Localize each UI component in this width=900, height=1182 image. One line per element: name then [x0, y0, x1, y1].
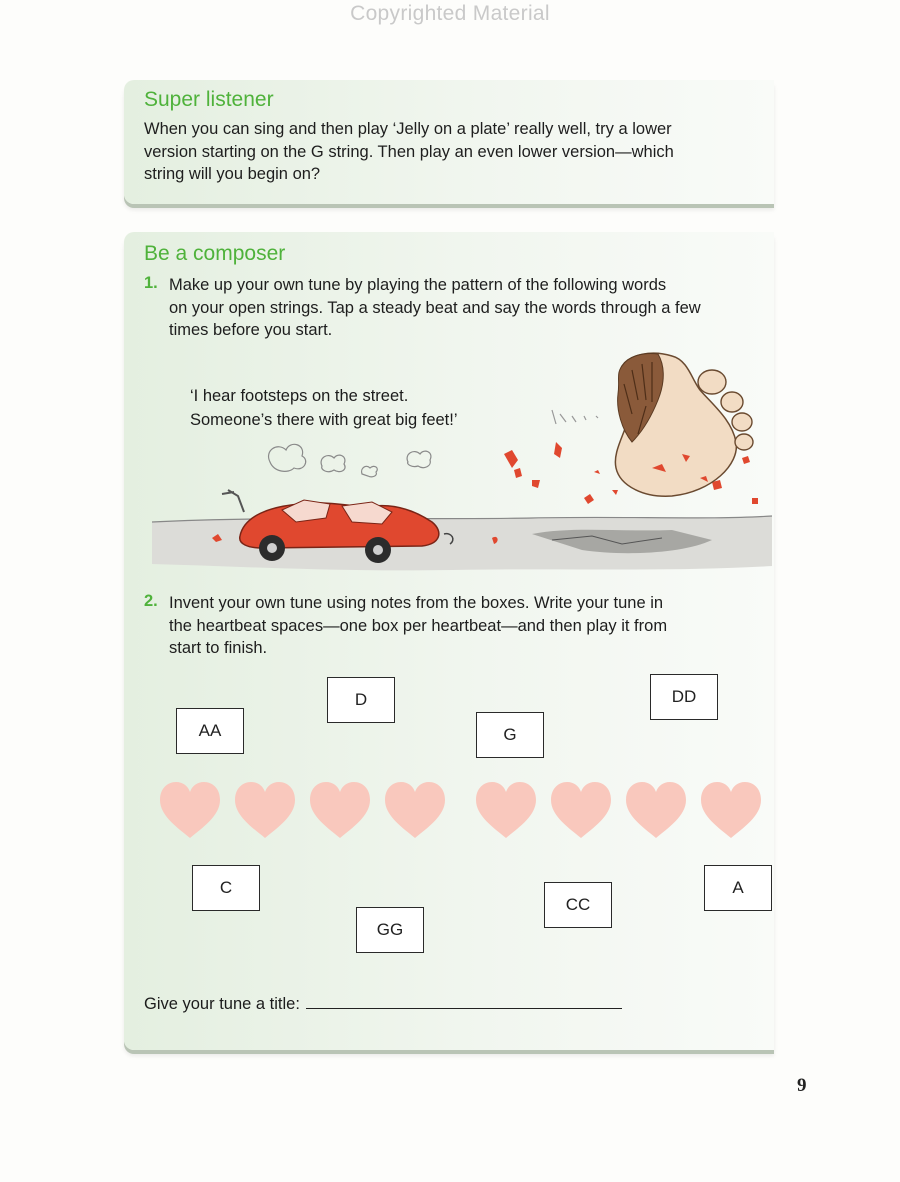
note-box-g: G [476, 712, 544, 758]
note-box-c: C [192, 865, 260, 911]
item-2-text [169, 592, 667, 660]
dust-clouds [269, 444, 431, 476]
item-1-number: 1. [144, 274, 158, 292]
item-1-text [169, 274, 701, 342]
heartbeat-space-8[interactable] [701, 782, 761, 838]
watermark: Copyrighted Material [350, 2, 550, 25]
heartbeat-space-1[interactable] [160, 782, 220, 838]
heartbeat-space-3[interactable] [310, 782, 370, 838]
heartbeat-space-6[interactable] [551, 782, 611, 838]
quote-line-2: Someone’s there with great big feet!’ [190, 411, 458, 429]
giant-foot [615, 353, 753, 496]
tune-title-blank[interactable] [306, 994, 622, 1009]
item-1-line-2: on your open strings. Tap a steady beat and say the words through a few [169, 298, 701, 317]
note-box-cc: CC [544, 882, 612, 928]
tune-title-prompt: Give your tune a title: [144, 995, 300, 1013]
tune-title-line [144, 994, 622, 1014]
item-2-line-2: the heartbeat spaces—one box per heartbeat—and then play it from [169, 616, 668, 635]
heartbeat-space-7[interactable] [626, 782, 686, 838]
heartbeat-space-4[interactable] [385, 782, 445, 838]
note-box-a: A [704, 865, 772, 911]
page-number: 9 [797, 1075, 807, 1096]
note-box-d: D [327, 677, 395, 723]
super-listener-panel [124, 80, 774, 204]
item-2-line-3: start to finish. [169, 639, 268, 657]
note-box-aa: AA [176, 708, 244, 754]
quote-text [190, 384, 458, 432]
super-listener-line-2: version starting on the G string. Then play an even lower version—which [144, 142, 674, 161]
super-listener-text [144, 118, 674, 186]
item-2-number: 2. [144, 592, 158, 610]
super-listener-line-3: string will you begin on? [144, 165, 321, 183]
note-box-dd: DD [650, 674, 718, 720]
item-1-line-3: times before you start. [169, 321, 333, 339]
super-listener-heading: Super listener [144, 88, 274, 111]
quote-line-1: ‘I hear footsteps on the street. [190, 387, 409, 405]
item-1-line-1: Make up your own tune by playing the pattern of the following words [169, 276, 667, 294]
heartbeat-row [158, 780, 770, 842]
super-listener-line-1: When you can sing and then play ‘Jelly on a plate’ really well, try a lower [144, 120, 672, 138]
note-box-gg: GG [356, 907, 424, 953]
item-2-line-1: Invent your own tune using notes from the boxes. Write your tune in [169, 594, 664, 612]
heartbeat-space-2[interactable] [235, 782, 295, 838]
motion-marks [552, 410, 598, 424]
heartbeat-space-5[interactable] [476, 782, 536, 838]
composer-panel [124, 232, 774, 1050]
composer-heading: Be a composer [144, 242, 286, 265]
